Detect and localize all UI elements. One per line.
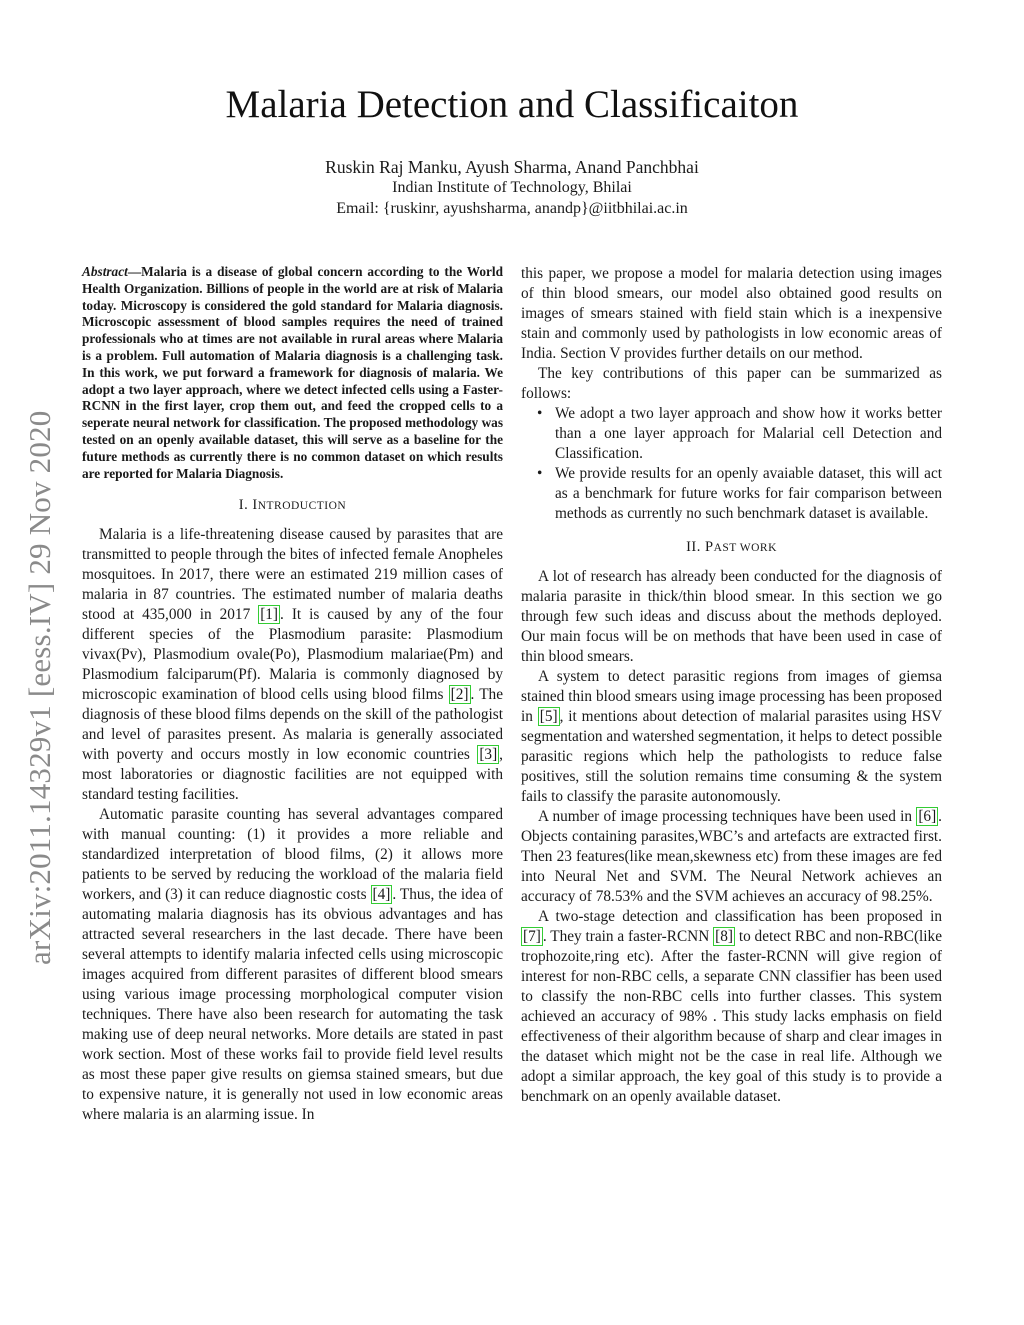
citation-link[interactable]: [7] bbox=[523, 928, 541, 945]
past-paragraph-2 bbox=[521, 667, 942, 807]
citation-link[interactable]: [2] bbox=[450, 686, 469, 704]
section-heading-introduction bbox=[82, 496, 503, 515]
citation-link[interactable]: [6] bbox=[918, 808, 937, 825]
abstract bbox=[82, 264, 503, 482]
text-run: to detect RBC and non-RBC(like trophozoite,ring etc). After the faster-RCNN will give region of interest for non-RBC cells, a separate CNN classifier has been used to classify the non-RBC cells into further classes. This system achieved an accuracy of 98% . This study lacks emphasis on field effectiveness of their algorithm because of sharp and clear images in the dataset which might not be the case in real life. Although we adopt a similar approach, the key goal of this study is to provide a benchmark on an openly available dataset. bbox=[521, 928, 942, 1105]
past-paragraph-4 bbox=[521, 907, 942, 1107]
citation-link[interactable]: [3] bbox=[479, 746, 498, 764]
text-run: , it mentions about detection of malarial parasites using HSV segmentation and watershed segmentation, it helps to detect possible parasitic regions which help the pathologists to reduce false positives, still the solution remains time consuming & the system fails to classify the parasite autonomously. bbox=[521, 708, 942, 805]
text-run: . It is caused by any of the four different species of the Plasmodium parasite: Plasmodium vivax(Pv), Plasmodium ovale(Po), Plasmodium malariae(Pm) and Plasmodium falciparum(Pf). Malaria is commonly diagnosed by microscopic examination of blood cells using blood films bbox=[82, 606, 503, 704]
abstract-dash: — bbox=[127, 264, 142, 279]
text-run: . The diagnosis of these blood films depends on the skill of the pathologist and level of parasites present. As malaria is generally associated with poverty and occurs mostly in low economic countries bbox=[82, 686, 503, 764]
bullet-icon: • bbox=[537, 465, 543, 482]
abstract-label: Abstract bbox=[82, 264, 128, 279]
list-item bbox=[521, 464, 942, 524]
text-run: . They train a faster-RCNN bbox=[542, 928, 714, 945]
text-run: . Thus, the idea of automating malaria diagnosis has its obvious advantages and has attracted several researchers in the last decade. There have been several attempts to identify malaria infected cells using microscopic images acquired from different parasites of different blood smears using various image processing morphological computer vision techniques. There have also been research for automating the task making use of deep neural networks. More details are stated in past work section. Most of these works fail to provide field level results as most these paper give results on giemsa stained smears, but due to expensive nature, it is generally not used in low economic areas where malaria is an alarming issue. In bbox=[82, 886, 503, 1124]
list-item bbox=[521, 404, 942, 464]
section-heading-past-work bbox=[521, 538, 942, 557]
authors: Ruskin Raj Manku, Ayush Sharma, Anand Panchbhai bbox=[325, 157, 699, 177]
section-title-rest: NTRODUCTION bbox=[257, 500, 347, 513]
citation-link[interactable]: [8] bbox=[715, 928, 733, 945]
section-title-rest: AST WORK bbox=[713, 542, 777, 554]
intro-paragraph-1 bbox=[82, 525, 503, 805]
past-paragraph-3 bbox=[521, 807, 942, 907]
text-run: A number of image processing techniques have been used in bbox=[538, 808, 917, 825]
list-item-text: We provide results for an openly avaiable dataset, this will act as a benchmark for future works for fair comparison between methods as currently no such benchmark dataset is available. bbox=[555, 465, 942, 522]
section-initial: I bbox=[252, 497, 258, 514]
citation-link[interactable]: [5] bbox=[539, 708, 558, 725]
left-column bbox=[82, 264, 503, 1125]
contributions-list bbox=[521, 404, 942, 524]
intro-paragraph-2 bbox=[82, 805, 503, 1125]
text-run: Automatic parasite counting has several advantages compared with manual counting: (1) it provides a more reliable and standardized interpretation of blood films, (2) it allows more patients to be served by reducing the workload of the malaria field workers, and (3) it can reduce diagnostic costs bbox=[82, 806, 503, 904]
abstract-text: Malaria is a disease of global concern according to the World Health Organization. Billions of people in the world are at risk of Malaria today. Microscopy is considered the gold standard for Malaria diagnosis. Microscopic assessment of blood samples requires the need of trained professionals who at times are not available in rural areas where Malaria is a problem. Full automation of Malaria diagnosis is a challenging task. In this work, we put forward a framework for diagnosis of malaria. We adopt a two layer approach, where we detect infected cells using a Faster-RCNN in the first layer, crop them out, and feed the cropped cells to a seperate neural network for classification. The proposed methodology was tested on an openly available dataset, this will serve as a baseline for the future methods as currently there is no common dataset on which results are reported for Malaria Diagnosis. bbox=[82, 264, 503, 481]
email: Email: {ruskinr, ayushsharma, anandp}@iitbhilai.ac.in bbox=[336, 200, 688, 217]
bullet-icon: • bbox=[537, 405, 543, 422]
citation-link[interactable]: [4] bbox=[372, 886, 391, 904]
arxiv-stamp: arXiv:2011.14329v1 [eess.IV] 29 Nov 2020 bbox=[22, 410, 57, 965]
section-number: I. bbox=[238, 497, 249, 514]
text-run: Malaria is a life-threatening disease caused by parasites that are transmitted to people through the bites of infected female Anopheles mosquitoes. In 2017, there were an estimated 219 million cases of malaria in 87 countries. The estimated number of malaria deaths stood at 435,000 in 2017 bbox=[82, 526, 503, 624]
citation-link[interactable]: [1] bbox=[260, 606, 279, 624]
text-run: . Objects containing parasites,WBC’s and artefacts are extracted first. Then 23 features(like mean,skewness etc) from these images are fed into Neural Net and SVM. The Neural Network achieves an accuracy of 78.53% and the SVM achieves an accuracy of 98.25%. bbox=[521, 808, 942, 905]
paper-title: Malaria Detection and Classificaiton bbox=[225, 83, 799, 126]
list-item-text: We adopt a two layer approach and show how it works better than a one layer approach for Malarial cell Detection and Classification. bbox=[555, 405, 942, 462]
past-paragraph-1: A lot of research has already been conducted for the diagnosis of malaria parasite in thick/thin blood smear. In this section we go through few such ideas and discuss about the methods deployed. Our main focus will be on methods that have been used in case of thin blood smears. bbox=[521, 568, 942, 665]
section-number: II. bbox=[686, 539, 701, 555]
affiliation: Indian Institute of Technology, Bhilai bbox=[392, 179, 632, 196]
section-initial: P bbox=[705, 539, 714, 555]
text-run: , most laboratories or diagnostic facilities are not equipped with standard testing facilities. bbox=[82, 746, 503, 804]
text-run: A system to detect parasitic regions from images of giemsa stained thin blood smears using image processing has been proposed in bbox=[521, 668, 942, 725]
intro-paragraph-4: The key contributions of this paper can be summarized as follows: bbox=[521, 365, 942, 402]
text-run: A two-stage detection and classification has been proposed in bbox=[538, 908, 942, 925]
right-column bbox=[521, 264, 942, 1107]
intro-paragraph-3: this paper, we propose a model for malaria detection using images of thin blood smears, our model also obtained good results on images of smears stained with field stain which is a inexpensive stain and commonly used by pathologists in low economic areas of India. Section V provides further details on our method. bbox=[521, 265, 942, 362]
